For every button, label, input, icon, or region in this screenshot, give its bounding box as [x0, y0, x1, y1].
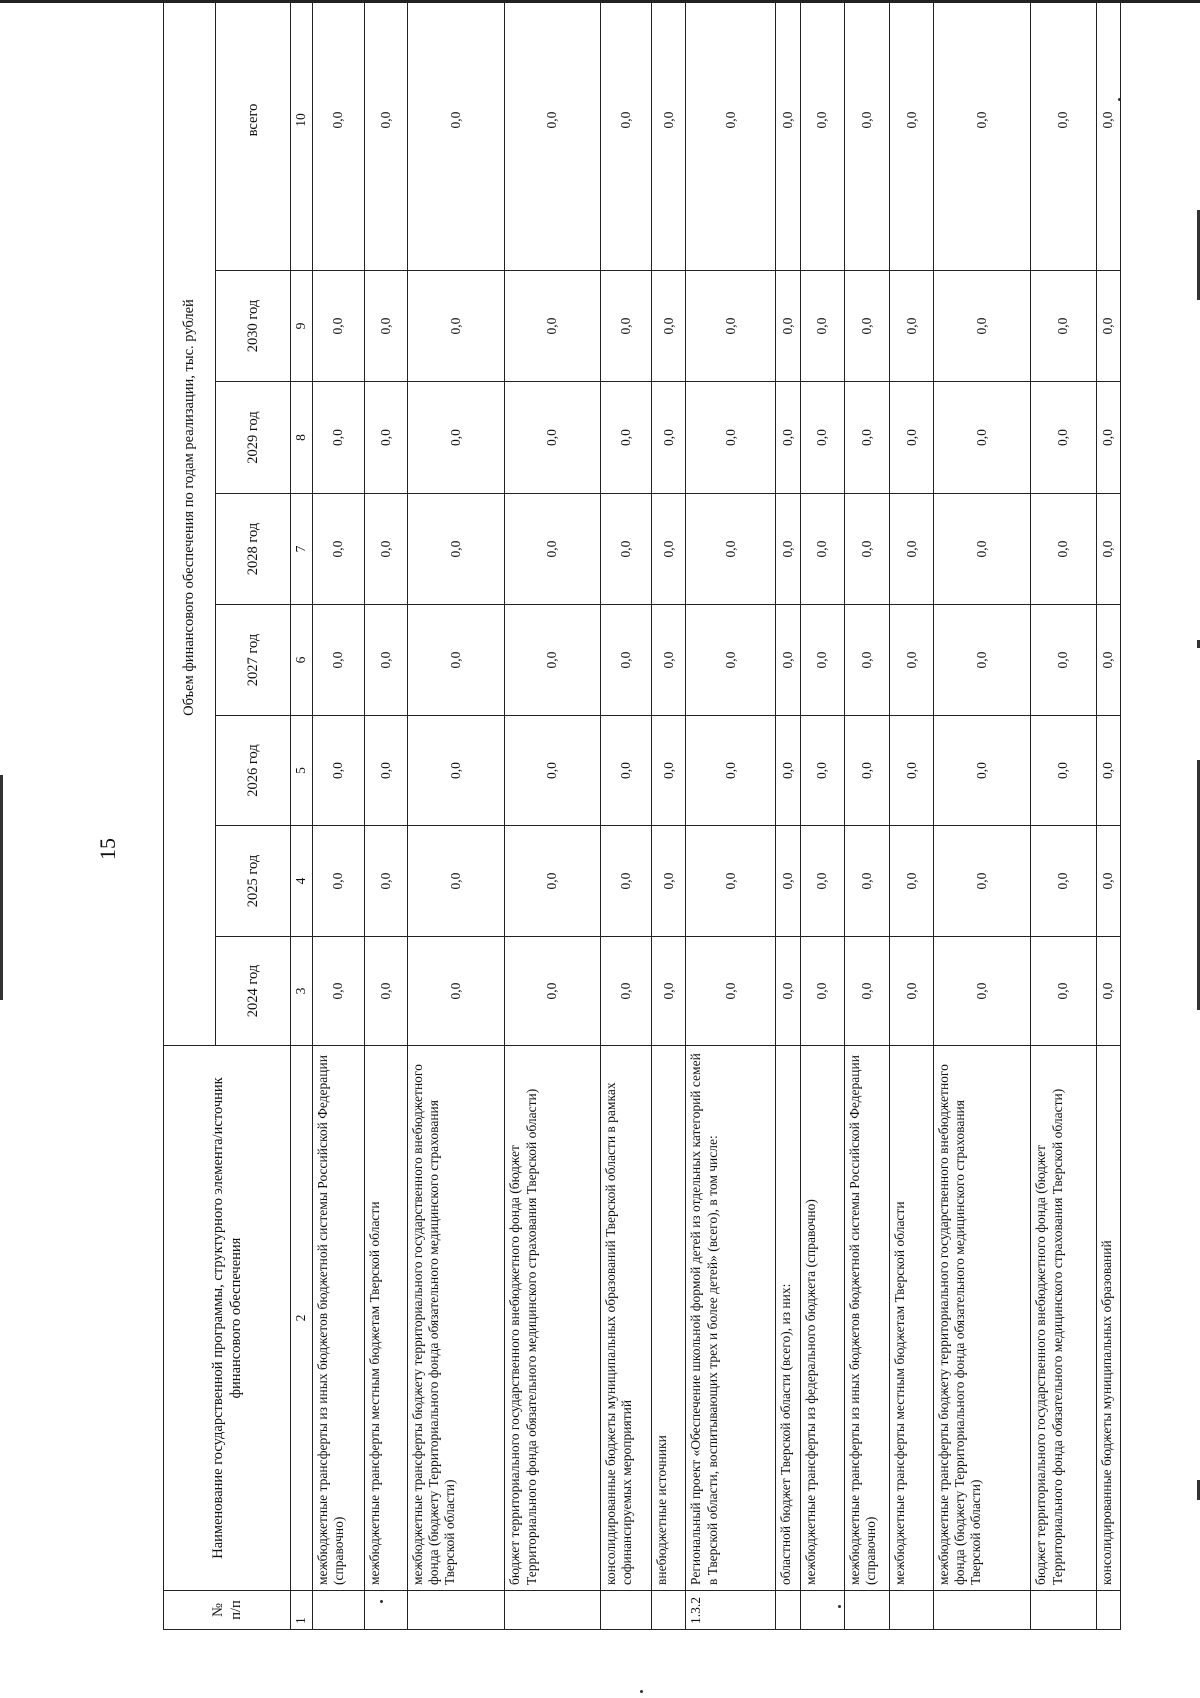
row-value: 0,0 [890, 937, 934, 1046]
table-body [313, 0, 1121, 1630]
row-value: 0,0 [408, 605, 505, 716]
row-value: 0,0 [652, 937, 686, 1046]
column-number: 2 [291, 1046, 313, 1591]
row-value: 0,0 [686, 937, 775, 1046]
row-value: 0,0 [652, 716, 686, 826]
row-value: 0,0 [1096, 494, 1120, 605]
row-value: 0,0 [600, 937, 652, 1046]
row-value: 0,0 [933, 494, 1030, 605]
row-value: 0,0 [408, 382, 505, 494]
header-year: 2024 год [216, 937, 291, 1046]
row-number [775, 1591, 800, 1630]
row-value: 0,0 [890, 271, 934, 382]
row-value: 0,0 [505, 382, 600, 494]
header-year: 2029 год [216, 382, 291, 494]
row-value: 0,0 [933, 271, 1030, 382]
row-value: 0,0 [652, 826, 686, 937]
row-value: 0,0 [652, 605, 686, 716]
row-value: 0,0 [801, 382, 845, 494]
row-number [652, 1591, 686, 1630]
row-value: 0,0 [686, 826, 775, 937]
row-value: 0,0 [1096, 0, 1120, 271]
row-value: 0,0 [775, 0, 800, 271]
page-number: 15 [95, 838, 120, 860]
row-number: 1.3.2 [686, 1591, 775, 1630]
row-value: 0,0 [408, 826, 505, 937]
row-value: 0,0 [1031, 716, 1096, 826]
row-value: 0,0 [801, 605, 845, 716]
row-value: 0,0 [933, 716, 1030, 826]
row-value: 0,0 [844, 605, 890, 716]
table-row [408, 0, 505, 1630]
row-number [933, 1591, 1030, 1630]
row-value: 0,0 [600, 716, 652, 826]
row-number [890, 1591, 934, 1630]
row-name: консолидированные бюджеты муниципальных образований [1096, 1046, 1120, 1591]
table-row [890, 0, 934, 1630]
row-number [844, 1591, 890, 1630]
row-value: 0,0 [1031, 605, 1096, 716]
column-number: 9 [291, 271, 313, 382]
header-volume: Объем финансового обеспечения по годам реализации, тыс. рублей [164, 0, 216, 1046]
column-number: 1 [291, 1591, 313, 1630]
row-number [801, 1591, 845, 1630]
row-value: 0,0 [505, 271, 600, 382]
row-number [1096, 1591, 1120, 1630]
header-year: 2026 год [216, 716, 291, 826]
column-number-row [291, 0, 313, 1630]
row-name: межбюджетные трансферты из иных бюджетов бюджетной системы Российской Федерации (справочно) [313, 1046, 365, 1591]
row-value: 0,0 [686, 382, 775, 494]
row-value: 0,0 [890, 605, 934, 716]
header-year: 2030 год [216, 271, 291, 382]
row-name: бюджет территориального государственного внебюджетного фонда (бюджет Территориального фонда обязательного медицинского страхования Тверской области) [1031, 1046, 1096, 1591]
row-value: 0,0 [775, 494, 800, 605]
row-value: 0,0 [408, 271, 505, 382]
row-value: 0,0 [652, 271, 686, 382]
row-value: 0,0 [801, 494, 845, 605]
row-value: 0,0 [775, 937, 800, 1046]
row-value: 0,0 [1031, 826, 1096, 937]
row-value: 0,0 [775, 382, 800, 494]
row-name: бюджет территориального государственного внебюджетного фонда (бюджет Территориального фонда обязательного медицинского страхования Тверской области) [505, 1046, 600, 1591]
header-year: 2025 год [216, 826, 291, 937]
row-value: 0,0 [313, 0, 365, 271]
row-value: 0,0 [775, 826, 800, 937]
row-value: 0,0 [364, 0, 408, 271]
header-num: № п/п [164, 1591, 291, 1630]
row-value: 0,0 [364, 937, 408, 1046]
row-value: 0,0 [313, 826, 365, 937]
table-row [933, 0, 1030, 1630]
row-name: внебюджетные источники [652, 1046, 686, 1591]
table-row [686, 0, 775, 1630]
row-value: 0,0 [364, 605, 408, 716]
row-number [313, 1591, 365, 1630]
header-year: 2027 год [216, 605, 291, 716]
table-row [600, 0, 652, 1630]
row-value: 0,0 [408, 716, 505, 826]
header-row-1 [164, 0, 216, 1630]
row-value: 0,0 [313, 716, 365, 826]
row-value: 0,0 [313, 605, 365, 716]
table-row [844, 0, 890, 1630]
row-value: 0,0 [890, 826, 934, 937]
row-value: 0,0 [1031, 271, 1096, 382]
row-value: 0,0 [1096, 271, 1120, 382]
row-value: 0,0 [600, 826, 652, 937]
table-row [801, 0, 845, 1630]
row-value: 0,0 [844, 716, 890, 826]
row-value: 0,0 [505, 0, 600, 271]
row-value: 0,0 [686, 605, 775, 716]
row-value: 0,0 [801, 937, 845, 1046]
row-value: 0,0 [933, 382, 1030, 494]
row-value: 0,0 [600, 271, 652, 382]
column-number: 3 [291, 937, 313, 1046]
row-value: 0,0 [933, 0, 1030, 271]
row-value: 0,0 [505, 605, 600, 716]
row-value: 0,0 [364, 716, 408, 826]
row-value: 0,0 [933, 826, 1030, 937]
row-value: 0,0 [364, 382, 408, 494]
row-value: 0,0 [775, 271, 800, 382]
row-name: межбюджетные трансферты местным бюджетам Тверской области [364, 1046, 408, 1591]
column-number: 5 [291, 716, 313, 826]
row-value: 0,0 [1031, 494, 1096, 605]
header-name: Наименование государственной программы, структурного элемента/источник финансового обеспечения [164, 1046, 291, 1591]
column-number: 10 [291, 0, 313, 271]
row-value: 0,0 [686, 0, 775, 271]
row-value: 0,0 [364, 271, 408, 382]
row-value: 0,0 [890, 382, 934, 494]
row-value: 0,0 [933, 937, 1030, 1046]
row-value: 0,0 [408, 937, 505, 1046]
row-value: 0,0 [775, 605, 800, 716]
row-value: 0,0 [1096, 382, 1120, 494]
row-name: Региональный проект «Обеспечение школьной формой детей из отдельных категорий семей в Тверской области, воспитывающих трех и более детей» (всего), в том числе: [686, 1046, 775, 1591]
column-number: 4 [291, 826, 313, 937]
column-number: 6 [291, 605, 313, 716]
row-value: 0,0 [1031, 382, 1096, 494]
row-value: 0,0 [686, 494, 775, 605]
column-number: 7 [291, 494, 313, 605]
row-number [364, 1591, 408, 1630]
row-name: областной бюджет Тверской области (всего), из них: [775, 1046, 800, 1591]
row-value: 0,0 [313, 382, 365, 494]
row-value: 0,0 [801, 0, 845, 271]
row-value: 0,0 [890, 716, 934, 826]
row-value: 0,0 [364, 826, 408, 937]
row-value: 0,0 [408, 0, 505, 271]
budget-table [163, 0, 1121, 1630]
row-value: 0,0 [933, 605, 1030, 716]
row-name: межбюджетные трансферты бюджету территориального государственного внебюджетного фонда (бюджету Территориального фонда обязательного медицинского страхования Тверской области) [408, 1046, 505, 1591]
row-value: 0,0 [600, 0, 652, 271]
row-value: 0,0 [408, 494, 505, 605]
row-name: межбюджетные трансферты из иных бюджетов бюджетной системы Российской Федерации (справочно) [844, 1046, 890, 1591]
row-number [600, 1591, 652, 1630]
row-value: 0,0 [652, 0, 686, 271]
row-value: 0,0 [505, 826, 600, 937]
row-number [1031, 1591, 1096, 1630]
row-value: 0,0 [1031, 0, 1096, 271]
row-value: 0,0 [652, 382, 686, 494]
row-value: 0,0 [600, 494, 652, 605]
row-value: 0,0 [1096, 937, 1120, 1046]
row-value: 0,0 [686, 271, 775, 382]
row-name: консолидированные бюджеты муниципальных образований Тверской области в рамках софинансируемых мероприятий [600, 1046, 652, 1591]
header-year: 2028 год [216, 494, 291, 605]
row-value: 0,0 [364, 494, 408, 605]
row-number [505, 1591, 600, 1630]
table-row [364, 0, 408, 1630]
row-value: 0,0 [1031, 937, 1096, 1046]
row-value: 0,0 [775, 716, 800, 826]
row-value: 0,0 [844, 937, 890, 1046]
row-value: 0,0 [505, 937, 600, 1046]
row-value: 0,0 [844, 826, 890, 937]
table-row [1096, 0, 1120, 1630]
row-value: 0,0 [505, 716, 600, 826]
row-name: межбюджетные трансферты местным бюджетам Тверской области [890, 1046, 934, 1591]
table-row [1031, 0, 1096, 1630]
row-value: 0,0 [801, 271, 845, 382]
row-value: 0,0 [505, 494, 600, 605]
table-row [652, 0, 686, 1630]
column-number: 8 [291, 382, 313, 494]
row-value: 0,0 [313, 494, 365, 605]
row-value: 0,0 [844, 271, 890, 382]
row-value: 0,0 [686, 716, 775, 826]
row-value: 0,0 [313, 271, 365, 382]
row-name: межбюджетные трансферты бюджету территориального государственного внебюджетного фонда (бюджету Территориального фонда обязательного медицинского страхования Тверской области) [933, 1046, 1030, 1591]
row-name: межбюджетные трансферты из федерального бюджета (справочно) [801, 1046, 845, 1591]
row-value: 0,0 [313, 937, 365, 1046]
header-total: всего [216, 0, 291, 271]
row-value: 0,0 [600, 605, 652, 716]
table-row [775, 0, 800, 1630]
row-value: 0,0 [801, 716, 845, 826]
row-value: 0,0 [1096, 826, 1120, 937]
row-value: 0,0 [652, 494, 686, 605]
table-row [313, 0, 365, 1630]
row-value: 0,0 [890, 494, 934, 605]
row-value: 0,0 [844, 0, 890, 271]
row-value: 0,0 [890, 0, 934, 271]
row-value: 0,0 [844, 494, 890, 605]
row-value: 0,0 [600, 382, 652, 494]
row-value: 0,0 [844, 382, 890, 494]
table-row [505, 0, 600, 1630]
row-number [408, 1591, 505, 1630]
row-value: 0,0 [1096, 716, 1120, 826]
row-value: 0,0 [801, 826, 845, 937]
row-value: 0,0 [1096, 605, 1120, 716]
